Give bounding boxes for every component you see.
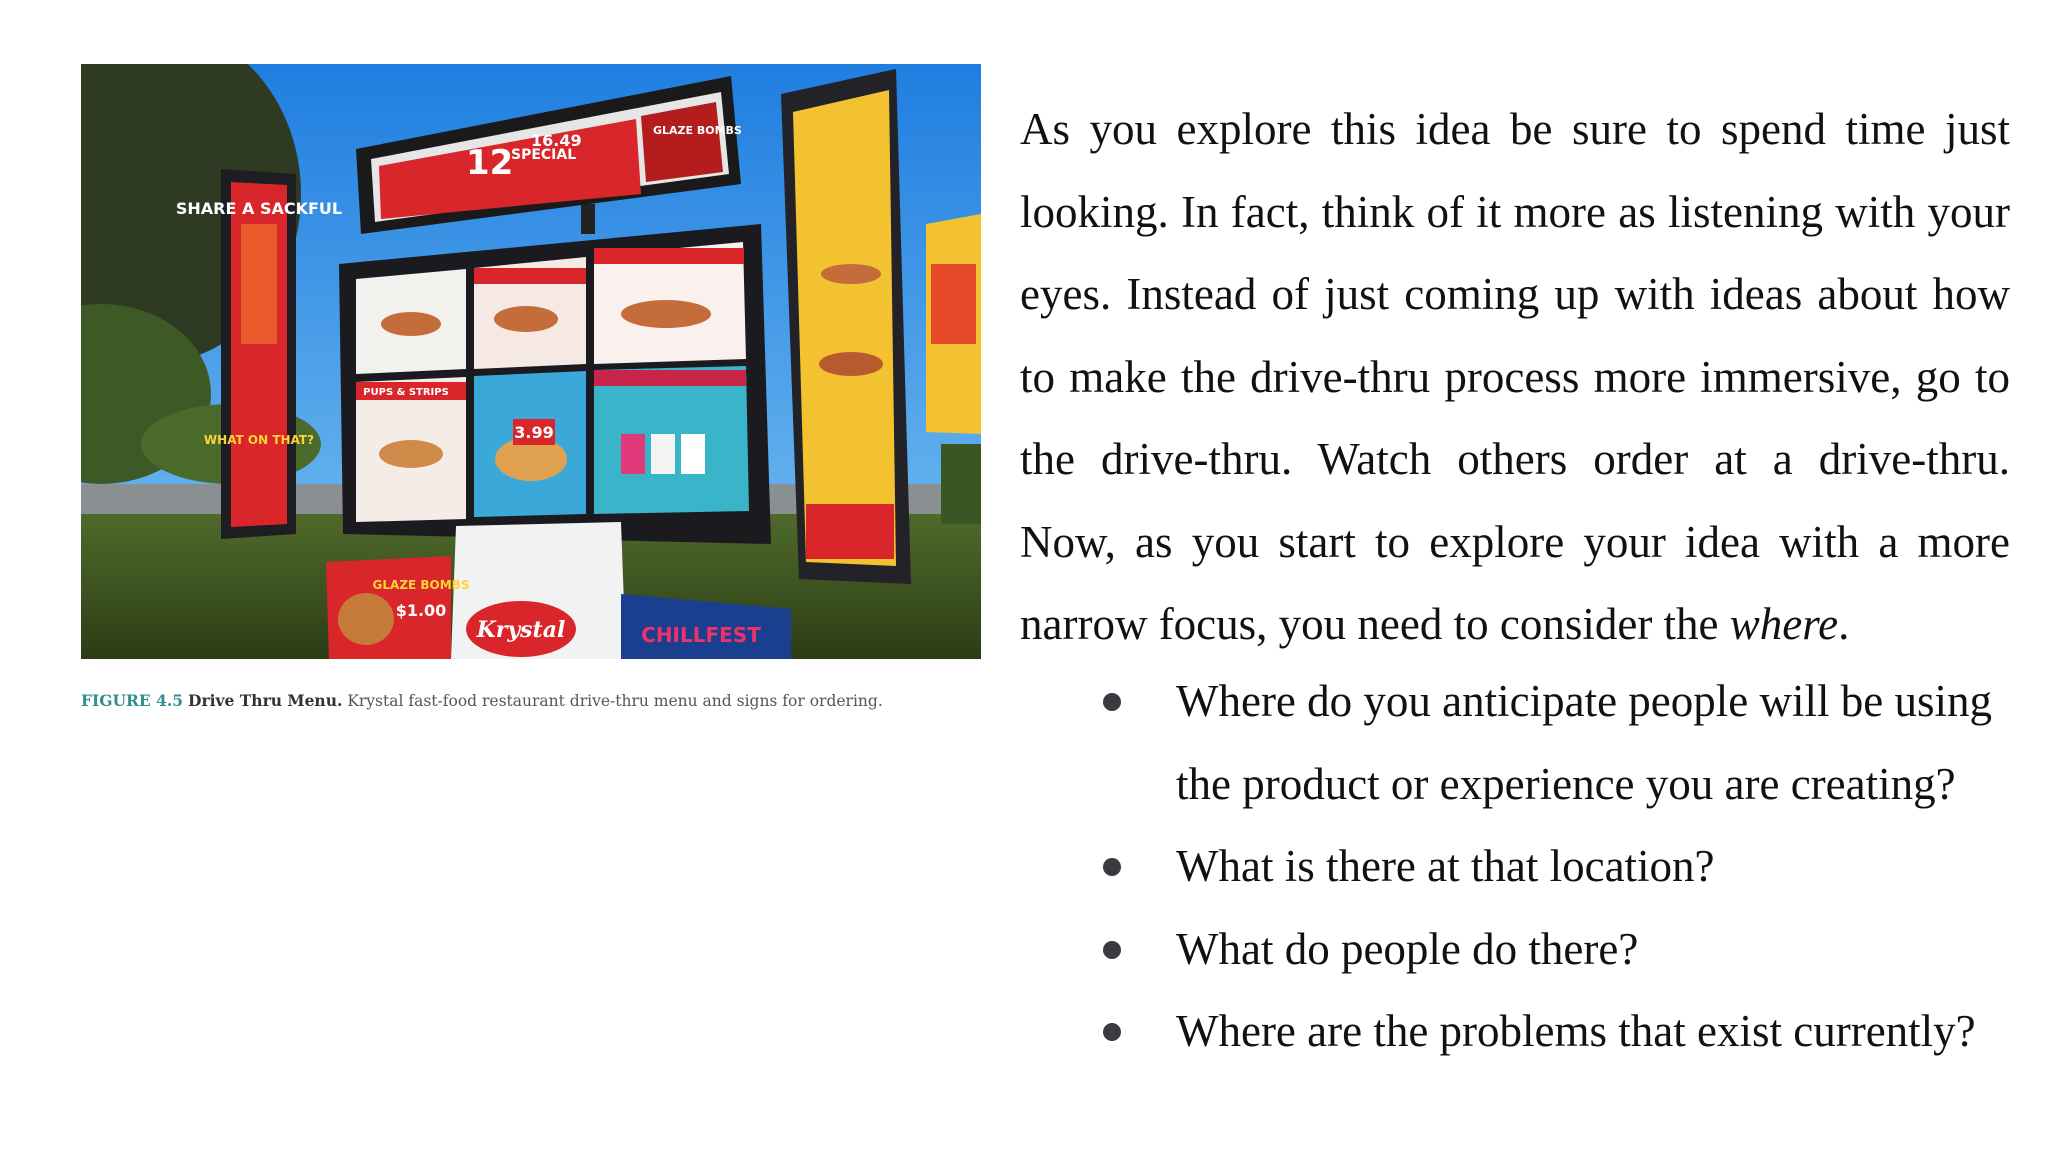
center-price: 3.99 <box>514 423 554 442</box>
list-item-text: What is there at that location? <box>1176 841 1715 891</box>
lower-left-price: $1.00 <box>395 601 447 620</box>
top-sign-right: GLAZE BOMBS <box>653 124 742 137</box>
photo-illustration <box>81 64 981 659</box>
center-label: PUPS & STRIPS <box>363 387 449 398</box>
top-sign-sub: SPECIAL <box>511 147 577 163</box>
brand-logo: Krystal <box>476 617 566 643</box>
bullet-icon <box>1103 858 1121 876</box>
body-paragraph <box>1020 88 2010 666</box>
list-item-text: What do people do there? <box>1176 923 1639 974</box>
list-item-text: Where are the problems that exist currently? <box>1176 1006 1976 1056</box>
top-sign-number: 12 <box>466 143 514 183</box>
bullet-icon <box>1103 1023 1121 1041</box>
question-list <box>1020 660 2010 1073</box>
paragraph-text: As you explore this idea be sure to spend time just looking. In fact, think of it more as listening with your eyes. Instead of just coming up with ideas about how to make the drive-thru process more immersive, go to the drive-thru. Watch others order at a drive-thru. Now, as you start to explore your idea with a more narrow focus, you need to consider the <box>1020 104 2010 649</box>
emphasis-where: where <box>1729 599 1839 649</box>
caption-text: Krystal fast-food restaurant drive-thru menu and signs for ordering. <box>347 692 883 710</box>
lower-right-sign: CHILLFEST <box>641 623 761 647</box>
left-sign-text: SHARE A SACKFUL <box>175 199 343 218</box>
paragraph-end: . <box>1838 599 1850 649</box>
list-item <box>1020 908 2010 991</box>
drive-thru-menu-photo <box>81 64 981 659</box>
top-sign-price: 16.49 <box>531 131 582 150</box>
lower-left-sign: GLAZE BOMBS <box>372 578 470 592</box>
bullet-icon <box>1103 693 1121 711</box>
list-item-text: Where do you anticipate people will be using the product or experience you are creating? <box>1176 676 1992 809</box>
left-sign-lower-text: WHAT ON THAT? <box>203 433 315 447</box>
bullet-icon <box>1103 941 1121 959</box>
figure-caption <box>81 691 981 710</box>
caption-number: FIGURE 4.5 <box>81 691 184 710</box>
caption-title: Drive Thru Menu. <box>188 691 343 710</box>
list-item <box>1020 660 2010 825</box>
list-item <box>1020 825 2010 908</box>
list-item <box>1020 990 2010 1073</box>
